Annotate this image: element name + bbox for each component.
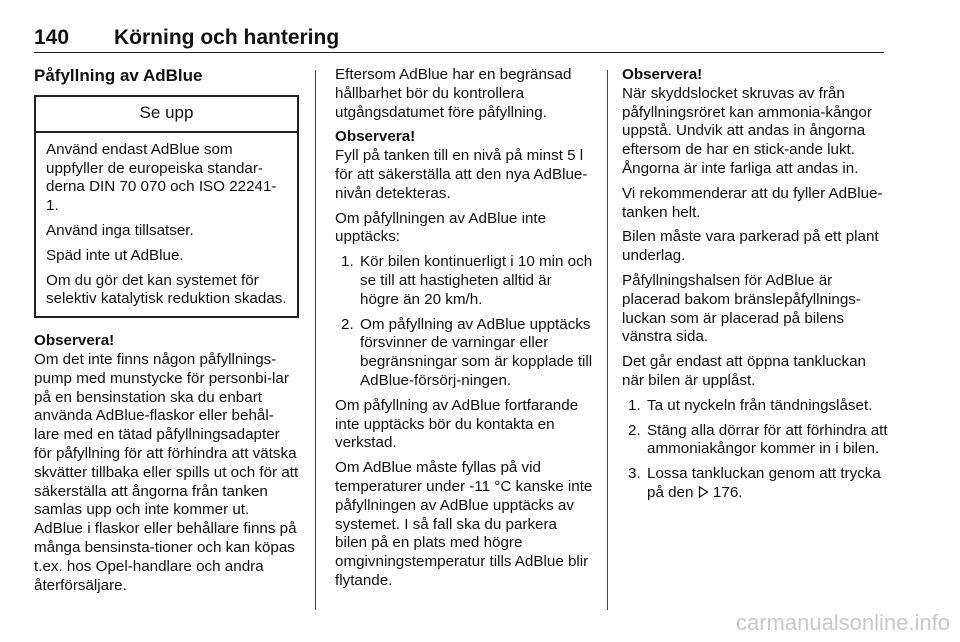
unlock-paragraph: Det går endast att öppna tankluckan när bilen är upplåst.: [622, 353, 867, 389]
list-number: 3.: [628, 465, 641, 483]
contact-paragraph: Om påfyllning av AdBlue fortfarande inte upptäcks bör du kontakta en verkstad.: [335, 396, 579, 452]
column-divider-2: [607, 70, 608, 610]
watermark: carmanualsonline.info: [735, 610, 950, 635]
chapter-title: Körning och hantering: [114, 26, 340, 49]
list-number: 2.: [628, 421, 641, 439]
list-item: [622, 397, 888, 416]
note-text: Om det inte finns någon påfyllnings-pump med munstycke för personbi-lar på en bensinstation ska du enbart använda AdBlue-flaskor eller behål-lare med en tätad påfyllningsadapter för påfyllning för att förhindra att vätska skvätter tillbaka eller spills ut och för att säkerställa att ångorna från tanken samlas upp och inte kommer ut. AdBlue i flaskor eller behållare finns på många bensinsta-tioner och kan köpas t.ex. hos Opel-handlare och andra återförsäljare.: [34, 350, 299, 594]
list-item: [335, 253, 593, 309]
list-intro: Om påfyllningen av AdBlue inte upptäcks:: [335, 209, 547, 246]
column-divider-1: [315, 70, 316, 610]
filler-neck-paragraph: Påfyllningshalsen för AdBlue är placerad bakom bränslepåfyllnings-luckan som är placerad på bilens vänstra sida.: [622, 271, 861, 346]
caution-paragraph: Använd endast AdBlue som uppfyller de europeiska standar-derna DIN 70 070 och ISO 22241-1.: [46, 140, 277, 215]
parked-paragraph: Bilen måste vara parkerad på ett plant underlag.: [622, 228, 879, 265]
column-3: [622, 66, 888, 509]
caution-box: [34, 95, 299, 318]
steps-list: [622, 397, 888, 503]
column-1: [34, 66, 299, 601]
intro-paragraph: Eftersom AdBlue har en begränsad hållbarhet bör du kontrollera utgångsdatumet före påfyllning.: [335, 66, 572, 121]
page-reference-icon[interactable]: [698, 484, 709, 503]
temperature-paragraph: Om AdBlue måste fyllas på vid temperaturer under -11 °C kanske inte påfyllningen av AdBlue upptäcks av systemet. I så fall ska du parkera bilen på en plats med högre omgivningstemperatur tills AdBlue blir flytande.: [335, 459, 593, 589]
page-reference[interactable]: 176.: [712, 483, 743, 501]
column-2: [335, 66, 593, 597]
page-header: [34, 26, 884, 53]
note-title: Observera!: [335, 128, 416, 146]
steps-list: [335, 253, 593, 391]
list-text: Kör bilen kontinuerligt i 10 min och se till att hastigheten alltid är högre än 20 km/h.: [360, 253, 593, 308]
note-title: Observera!: [34, 332, 115, 350]
list-text: Lossa tankluckan genom att trycka på den: [647, 465, 881, 501]
caution-body: [36, 133, 297, 316]
note-text: Fyll på tanken till en nivå på minst 5 l för att säkerställa att den nya AdBlue-nivån detekteras.: [335, 147, 588, 202]
list-number: 2.: [341, 315, 354, 333]
note-title: Observera!: [622, 66, 703, 83]
caution-paragraph: Använd inga tillsatser.: [46, 221, 194, 239]
recommend-paragraph: Vi rekommenderar att du fyller AdBlue-tanken helt.: [622, 184, 883, 221]
section-title: Påfyllning av AdBlue: [34, 66, 203, 85]
note-text: När skyddslocket skruvas av från påfyllningsröret kan ammonia-kångor uppstå. Undvik att andas in ångorna eftersom de har en stick-ande lukt. Ångorna är inte farliga att andas in.: [622, 84, 872, 177]
list-number: 1.: [628, 396, 641, 414]
caution-title: Se upp: [36, 97, 297, 133]
list-item: [622, 465, 888, 503]
list-item: [335, 316, 593, 391]
list-text: Om påfyllning av AdBlue upptäcks försvinner de varningar eller begränsningar som är kopplade till AdBlue-försörj-ningen.: [360, 315, 593, 389]
list-text: Stäng alla dörrar för att förhindra att ammoniakångor kommer in i bilen.: [647, 421, 888, 458]
list-text: Ta ut nyckeln från tändningslåset.: [647, 396, 873, 414]
caution-paragraph: Om du gör det kan systemet för selektiv katalytisk reduktion skadas.: [46, 271, 287, 308]
caution-paragraph: Späd inte ut AdBlue.: [46, 246, 184, 264]
list-number: 1.: [341, 253, 354, 271]
page-number: 140: [34, 26, 70, 49]
list-item: [622, 422, 888, 460]
